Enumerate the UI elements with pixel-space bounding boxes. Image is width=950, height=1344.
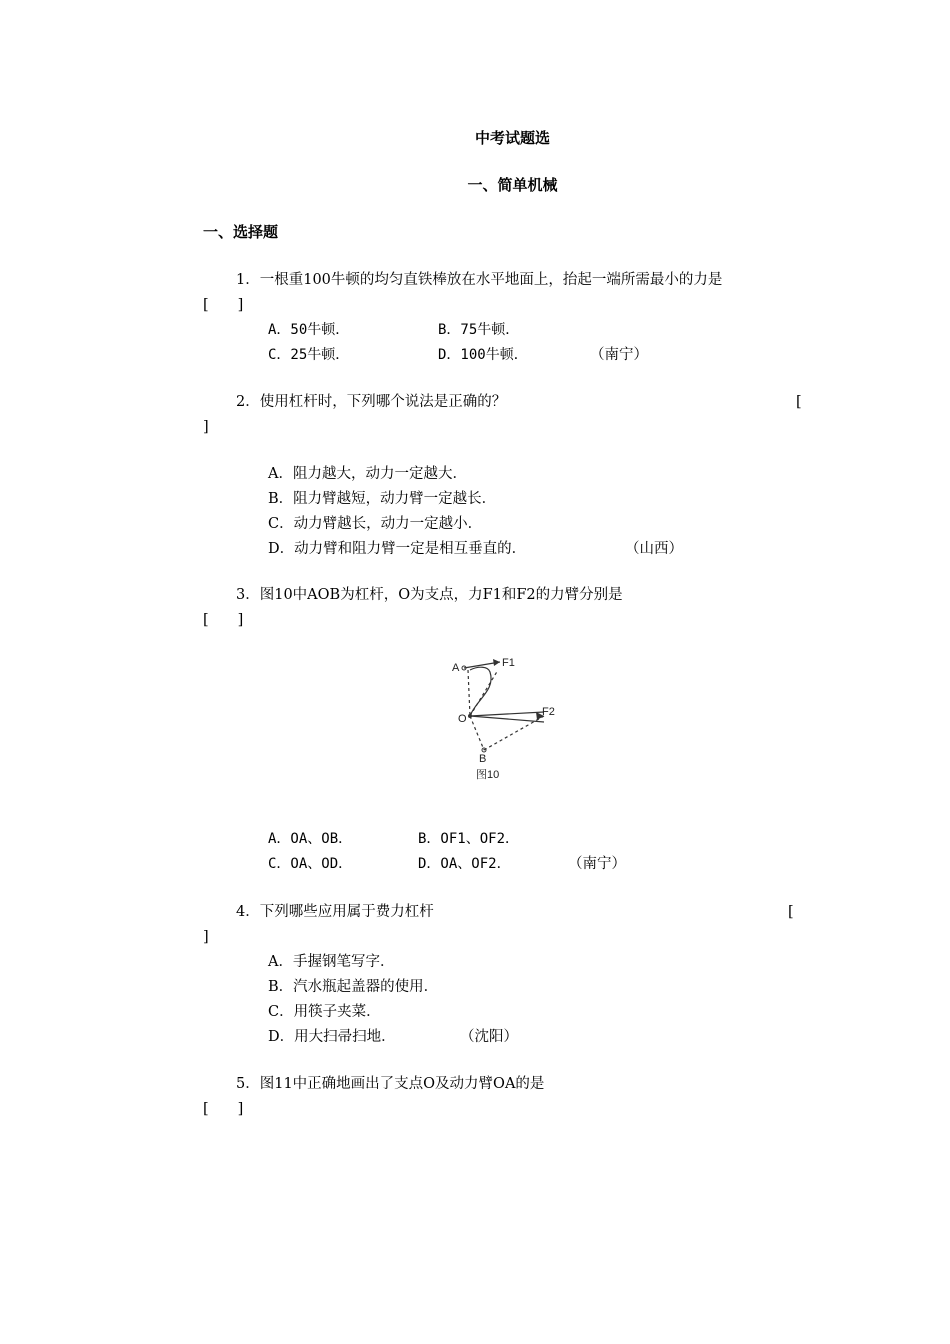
dashed-line-oa: [468, 670, 470, 716]
force-f2-line: [470, 716, 544, 722]
document-title: 中考试题选: [474, 129, 550, 147]
option-b: B．汽水瓶起盖器的使用．: [268, 979, 439, 995]
option-c: C．动力臂越长，动力一定越小．: [268, 516, 483, 532]
question-source: （沈阳）: [460, 1029, 518, 1045]
option-c: C．25牛顿．: [268, 347, 350, 363]
label-a: A: [452, 662, 460, 674]
label-f1: F1: [502, 657, 515, 669]
option-a: A．OA、OB．: [268, 831, 353, 847]
chapter-title: 一、简单机械: [467, 176, 558, 194]
question-source: （山西）: [625, 541, 683, 557]
curved-lever-arm: [470, 667, 491, 716]
option-b: B．阻力臂越短，动力臂一定越长．: [268, 491, 497, 507]
question-stem: 1．一根重100牛顿的均匀直铁棒放在水平地面上，抬起一端所需最小的力是: [236, 272, 723, 288]
option-c: C．OA、OD．: [268, 856, 353, 872]
section-title: 一、选择题: [203, 223, 279, 241]
f1-arrowhead: [493, 659, 500, 666]
option-d: D．动力臂和阻力臂一定是相互垂直的．: [268, 541, 527, 557]
option-c: C．用筷子夹菜．: [268, 1004, 381, 1020]
answer-bracket-open: [: [788, 904, 794, 920]
lever-figure-10: [448, 652, 560, 784]
answer-bracket-close: ]: [203, 419, 209, 435]
option-b: B．OF1、OF2．: [418, 831, 520, 847]
lever-arm-ob: [470, 712, 544, 716]
option-a: A．50牛顿．: [268, 322, 350, 338]
question-stem: 5．图11中正确地画出了支点O及动力臂OA的是: [236, 1076, 545, 1092]
label-o: O: [458, 713, 467, 725]
answer-bracket: [ ]: [203, 297, 244, 313]
answer-bracket-open: [: [796, 394, 802, 410]
option-a: A．阻力越大，动力一定越大．: [268, 466, 467, 482]
question-source: （南宁）: [590, 347, 648, 363]
answer-bracket: [ ]: [203, 1101, 244, 1117]
question-stem: 3．图10中AOB为杠杆，O为支点，力F1和F2的力臂分别是: [236, 587, 623, 603]
answer-bracket: [ ]: [203, 612, 244, 628]
option-d: D．用大扫帚扫地．: [268, 1029, 396, 1045]
option-a: A．手握钢笔写字．: [268, 954, 395, 970]
option-d: D．OA、OF2．: [418, 856, 511, 872]
point-o: [468, 714, 472, 718]
question-stem: 4．下列哪些应用属于费力杠杆: [236, 904, 434, 920]
label-f2: F2: [542, 706, 555, 718]
question-source: （南宁）: [568, 856, 626, 872]
option-d: D．100牛顿．: [438, 347, 528, 363]
answer-bracket-close: ]: [203, 929, 209, 945]
label-b: B: [479, 753, 487, 765]
option-b: B．75牛顿．: [438, 322, 520, 338]
question-stem: 2．使用杠杆时，下列哪个说法是正确的？: [236, 394, 507, 410]
dashed-line-ob: [470, 716, 484, 750]
figure-caption: 图10: [476, 769, 500, 781]
